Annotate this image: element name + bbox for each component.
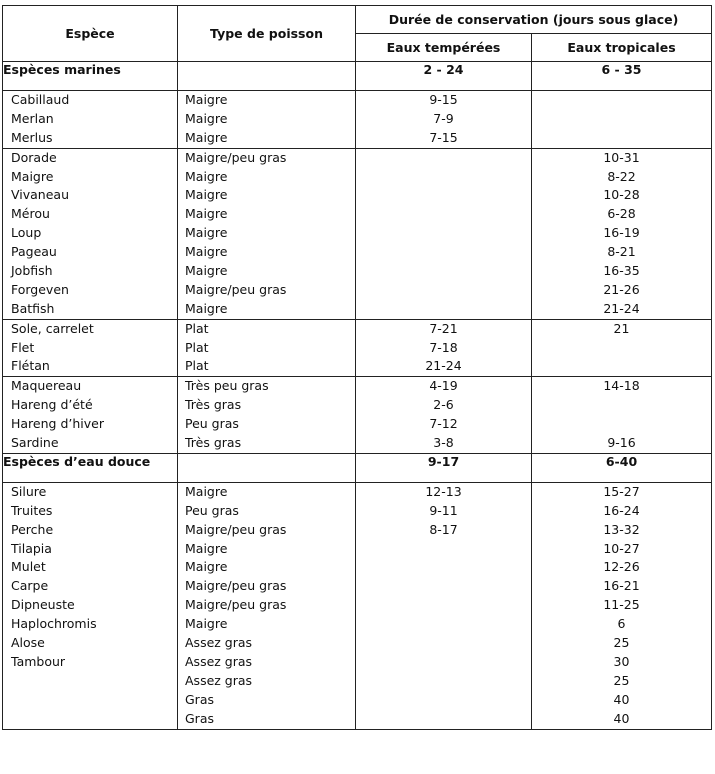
- temperate-days: 12-13: [425, 483, 462, 499]
- species-name: Merlus: [11, 129, 53, 145]
- species-names-cell: [3, 377, 178, 454]
- species-names-cell: [3, 91, 178, 149]
- section-temperate-range: 9-17: [356, 453, 532, 482]
- fish-types-cell: [178, 91, 356, 149]
- fish-types-cell: [178, 319, 356, 377]
- temperate-days: 7-21: [429, 320, 458, 336]
- species-name: Sardine: [11, 435, 59, 451]
- temperate-values-cell: [356, 91, 532, 149]
- fish-type: Maigre/peu gras: [185, 281, 287, 297]
- species-name: Mérou: [11, 206, 50, 222]
- temperate-days: 4-19: [429, 378, 458, 394]
- tropical-days: 40: [613, 710, 630, 726]
- fish-type: Maigre: [185, 168, 228, 184]
- fish-type: Très peu gras: [185, 378, 269, 394]
- species-name: Carpe: [11, 578, 49, 594]
- fish-type: Plat: [185, 339, 209, 355]
- fish-type: Gras: [185, 691, 214, 707]
- fish-type: Assez gras: [185, 635, 253, 651]
- fish-type: Maigre: [185, 187, 228, 203]
- fish-type: Maigre: [185, 559, 228, 575]
- species-name: Merlan: [11, 110, 54, 126]
- tropical-values-cell: [532, 148, 712, 319]
- species-name: Vivaneau: [11, 187, 70, 203]
- fish-type: Peu gras: [185, 502, 239, 518]
- tropical-days: [532, 415, 711, 434]
- fish-type: Maigre: [185, 129, 228, 145]
- section-type-empty: [178, 453, 356, 482]
- temperate-values-cell: [356, 319, 532, 377]
- tropical-days: 15-27: [603, 483, 640, 499]
- species-name: Loup: [11, 225, 42, 241]
- species-name: Tambour: [11, 653, 66, 669]
- temperate-days: 3-8: [433, 435, 454, 451]
- species-group-row: [3, 319, 712, 377]
- species-name: Mulet: [11, 559, 46, 575]
- fish-types-cell: [178, 377, 356, 454]
- species-name: Haplochromis: [11, 616, 97, 632]
- section-tropical-range: 6-40: [532, 453, 712, 482]
- fish-type: Maigre/peu gras: [185, 578, 287, 594]
- fish-type: Très gras: [185, 397, 242, 413]
- tropical-days: 13-32: [603, 521, 640, 537]
- species-name: Truites: [11, 502, 53, 518]
- tropical-days: 40: [613, 691, 630, 707]
- fish-type: Très gras: [185, 435, 242, 451]
- tropical-days: 30: [613, 653, 630, 669]
- tropical-days: 14-18: [603, 378, 640, 394]
- species-names-cell: [3, 482, 178, 729]
- tropical-days: [532, 339, 711, 358]
- species-group-row: [3, 91, 712, 149]
- species-name: [3, 710, 177, 729]
- tropical-days: 6-28: [607, 206, 636, 222]
- fish-type: Maigre: [185, 225, 228, 241]
- species-name: Flet: [11, 339, 35, 355]
- species-name: Dorade: [11, 149, 57, 165]
- temperate-days: 7-9: [433, 110, 454, 126]
- header-shelf-life: Durée de conservation (jours sous glace): [356, 6, 712, 34]
- tropical-days: 16-35: [603, 263, 640, 279]
- fish-type: Maigre/peu gras: [185, 521, 287, 537]
- fish-type: Plat: [185, 358, 209, 374]
- species-group-row: [3, 377, 712, 454]
- species-names-cell: [3, 319, 178, 377]
- fish-type: Maigre/peu gras: [185, 149, 287, 165]
- species-name: Jobfish: [11, 263, 53, 279]
- section-tropical-range: 6 - 35: [532, 62, 712, 91]
- species-name: Silure: [11, 483, 47, 499]
- tropical-days: 10-27: [603, 540, 640, 556]
- section-temperate-range: 2 - 24: [356, 62, 532, 91]
- fish-type: Assez gras: [185, 672, 253, 688]
- tropical-days: [532, 396, 711, 415]
- tropical-days: 16-19: [603, 225, 640, 241]
- header-fish-type: Type de poisson: [178, 6, 356, 62]
- species-name: Tilapia: [11, 540, 52, 556]
- tropical-days: 21-24: [603, 300, 640, 316]
- species-name: [3, 672, 177, 691]
- tropical-values-cell: [532, 377, 712, 454]
- header-tropical-waters: Eaux tropicales: [532, 34, 712, 62]
- tropical-days: 21-26: [603, 281, 640, 297]
- header-temperate-waters: Eaux tempérées: [356, 34, 532, 62]
- temperate-days: 21-24: [425, 358, 462, 374]
- fish-type: Maigre: [185, 300, 228, 316]
- section-header-row: [3, 453, 712, 482]
- tropical-days: 8-22: [607, 168, 636, 184]
- temperate-days: 9-15: [429, 92, 458, 107]
- temperate-days: 2-6: [433, 397, 454, 413]
- fish-type: Plat: [185, 320, 209, 336]
- species-group-row: [3, 148, 712, 319]
- tropical-days: 11-25: [603, 597, 640, 613]
- tropical-days: 25: [613, 672, 630, 688]
- species-name: Cabillaud: [11, 92, 70, 107]
- section-type-empty: [178, 62, 356, 91]
- temperate-days: 7-12: [429, 416, 458, 432]
- tropical-days: 6: [617, 616, 626, 632]
- species-group-row: [3, 482, 712, 729]
- tropical-days: 25: [613, 635, 630, 651]
- species-name: Flétan: [11, 358, 50, 374]
- temperate-values-cell: [356, 148, 532, 319]
- fish-type: Gras: [185, 710, 214, 726]
- fish-type: Maigre: [185, 110, 228, 126]
- species-name: Sole, carrelet: [11, 320, 94, 336]
- species-name: Alose: [11, 635, 45, 651]
- tropical-days: 16-24: [603, 502, 640, 518]
- section-title: Espèces marines: [3, 62, 178, 91]
- fish-type: Maigre: [185, 244, 228, 260]
- fish-type: Peu gras: [185, 416, 239, 432]
- fish-type: Maigre: [185, 92, 228, 107]
- species-name: Perche: [11, 521, 54, 537]
- fish-type: Assez gras: [185, 653, 253, 669]
- tropical-days: 10-31: [603, 149, 640, 165]
- fish-types-cell: [178, 148, 356, 319]
- table-body: [3, 62, 712, 730]
- tropical-days: 10-28: [603, 187, 640, 203]
- fish-types-cell: [178, 482, 356, 729]
- section-header-row: [3, 62, 712, 91]
- fish-type: Maigre: [185, 206, 228, 222]
- fish-shelf-life-table: [2, 5, 712, 730]
- tropical-values-cell: [532, 319, 712, 377]
- tropical-days: 8-21: [607, 244, 636, 260]
- tropical-days: 12-26: [603, 559, 640, 575]
- tropical-days: 9-16: [607, 435, 636, 451]
- fish-type: Maigre/peu gras: [185, 597, 287, 613]
- species-name: [3, 691, 177, 710]
- temperate-days: 9-11: [429, 502, 458, 518]
- species-name: Batfish: [11, 300, 55, 316]
- tropical-values-cell: [532, 482, 712, 729]
- species-name: Maigre: [11, 168, 54, 184]
- species-name: Maquereau: [11, 378, 82, 394]
- species-name: Hareng d’hiver: [11, 416, 104, 432]
- temperate-days: 7-15: [429, 129, 458, 145]
- tropical-days: 21: [613, 320, 630, 336]
- header-species: Espèce: [3, 6, 178, 62]
- temperate-values-cell: [356, 377, 532, 454]
- fish-type: Maigre: [185, 616, 228, 632]
- tropical-values-cell: [532, 91, 712, 149]
- fish-type: Maigre: [185, 540, 228, 556]
- species-name: Pageau: [11, 244, 57, 260]
- tropical-days: [532, 357, 711, 376]
- temperate-days: 8-17: [429, 521, 458, 537]
- temperate-days: 7-18: [429, 339, 458, 355]
- tropical-days: 16-21: [603, 578, 640, 594]
- species-name: Forgeven: [11, 281, 69, 297]
- fish-type: Maigre: [185, 263, 228, 279]
- species-name: Hareng d’été: [11, 397, 93, 413]
- section-title: Espèces d’eau douce: [3, 453, 178, 482]
- species-names-cell: [3, 148, 178, 319]
- fish-type: Maigre: [185, 483, 228, 499]
- species-name: Dipneuste: [11, 597, 75, 613]
- temperate-values-cell: [356, 482, 532, 729]
